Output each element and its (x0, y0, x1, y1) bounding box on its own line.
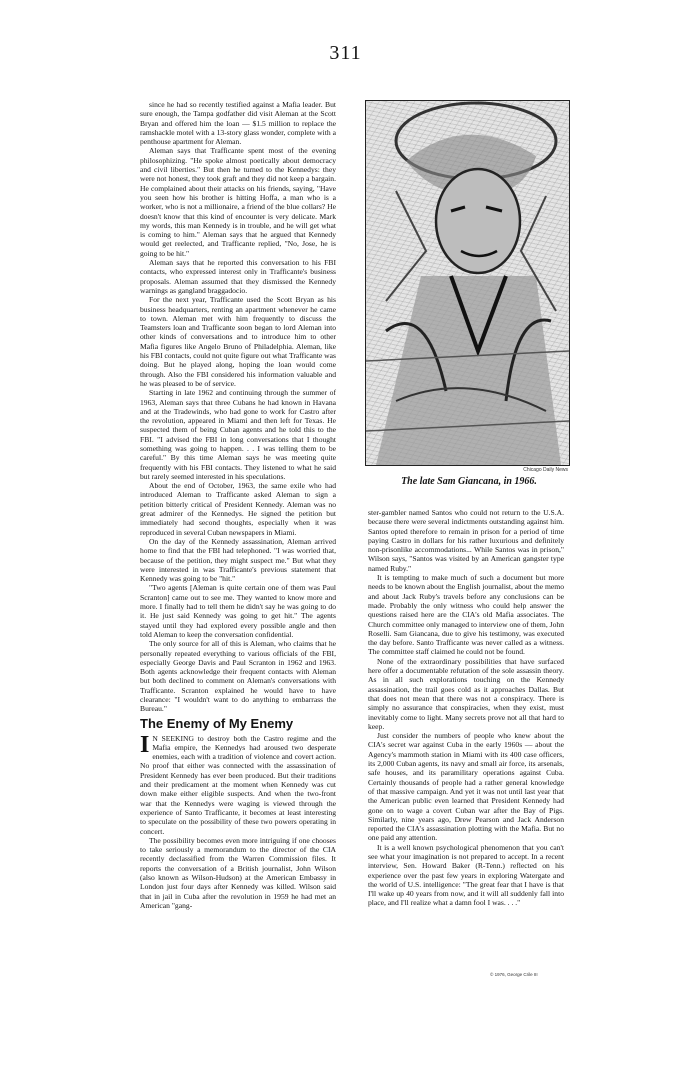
paragraph: The possibility becomes even more intriguing if one chooses to take seriously a memorandum to the director of the CIA recently declassified from the Warren Commission files. It reports the conversation of a British journalist, John Wilson (also known as Wilson-Hudson) at the American Embassy in London just four days after Kennedy was killed. Wilson said that in jail in Cuba after the revolution in 1959 he had met an American "gang- (140, 835, 336, 910)
section-subhead: The Enemy of My Enemy (140, 715, 294, 731)
paragraph: On the day of the Kennedy assassination, Aleman arrived home to find that the FBI had telephoned. "I was worried that, because of the petition, they might suspect me." But what they were interested in was Trafficante's previous statement that Kennedy was going to be "hit." (140, 536, 336, 584)
photo-halftone-image (366, 101, 569, 465)
photo-caption: The late Sam Giancana, in 1966. (401, 476, 537, 487)
paragraph-dropcap (140, 731, 336, 836)
paragraph: "Two agents [Aleman is quite certain one of them was Paul Scranton] came out to see me. They wanted to know more and more. I finally had to tell them he didn't say he was going to do it. He just said Kennedy was going to get hit." The agents stayed until they had explored every possible angle and then told Aleman to keep the conversation confidential. (140, 583, 336, 639)
photo-credit: Chicago Daily News (523, 467, 568, 473)
paragraph-continued: ster-gambler named Santos who could not return to the U.S.A. because there were several indictments outstanding against him. Santos opted therefore to remain in prison for a period of time paying Castro in dollars for his rather luxurious and definitely non-prisonlike accommodations... While Santos was in prison," Wilson says, "Santos was visited by an American gangster type named Ruby." (368, 508, 564, 573)
paragraph: since he had so recently testified against a Mafia leader. But sure enough, the Tampa godfather did visit Aleman at the Scott Bryan and offered him the loan — $1.5 million to replace the ramshackle motel with a 13-story glass wonder, complete with a penthouse apartment for Aleman. (140, 100, 336, 147)
paragraph: About the end of October, 1963, the same exile who had introduced Aleman to Trafficante asked Aleman to sign a petition bitterly critical of President Kennedy. Aleman was no great admirer of the Kennedys. He signed the petition but immediately had second thoughts, especially when it was reproduced in several Cuban newspapers in Miami. (140, 481, 336, 537)
paragraph: None of the extraordinary possibilities that have surfaced here offer a documentable refutation of the sole assassin theory. As in all such explorations touching on the Kennedy assassination, the trail goes cold as it approaches Dallas. But that does not mean that there was not a conspiracy. There is simply no assurance that conspiracies, when they exist, must inevitably come to light. Many secrets prove not all that hard to keep. (368, 656, 564, 731)
page-number: 311 (329, 42, 362, 64)
copyright-notice: © 1976, George Crile III (490, 972, 538, 977)
drop-cap: I (140, 731, 150, 758)
paragraph: Just consider the numbers of people who knew about the CIA's secret war against Cuba in the early 1960s — about the Agency's mammoth station in Miami with its 400 case officers, its 2,000 Cuban agents, its navy and small air force, its arsenals, safe houses, and its paramilitary operations against Cuba. Certainly thousands of people had a rather general knowledge of that massive campaign. And yet it was not until last year that the American public even learned that President Kennedy had gone on to wage a covert Cuban war after the Bay of Pigs. Similarly, nine years ago, Drew Pearson and Jack Anderson reported the CIA's assassination plotting with the Mafia. But no one paid any attention. (368, 731, 564, 843)
paragraph: The only source for all of this is Aleman, who claims that he personally repeated everything to various officials of the FBI, especially George Davis and Paul Scranton in 1962 and 1963. Both agents acknowledge their frequent contacts with Aleman but both declined to comment on Aleman's conversations with Trafficante. Scranton explained he would have to have clearance: "I wouldn't want to do anything to embarrass the Bureau." (140, 639, 336, 714)
paragraph: It is a well known psychological phenomenon that you can't see what your imagination is not prepared to accept. In a recent interview, Sen. Howard Baker (R-Tenn.) reflected on his experience over the past few years in exploring Watergate and the world of U.S. intelligence: "The great fear that I have is that I'll wake up 40 years from now, and it will all suddenly fall into place, and I'll realize what a damn fool I was. . . ." (368, 842, 564, 908)
article-column-right (368, 508, 564, 908)
photo-sam-giancana (365, 100, 570, 466)
paragraph-text: N SEEKING to destroy both the Castro regime and the Mafia empire, the Kennedys had aroused two desperate enemies, each with a tradition of violence and covert action. No proof that either was connected with the assassination of President Kennedy has ever been produced. But their traditions and their predicament at the moment when Kennedy was cut down make either eligible suspects. And when the two-front war that the Kennedys were waging is viewed through the experience of Santo Trafficante, it becomes at least interesting to speculate on the possibility of these two powers operating in concert. (140, 733, 336, 836)
paragraph: Starting in late 1962 and continuing through the summer of 1963, Aleman says that three Cubans he had known in Havana and at the Tradewinds, who had gone to work for Castro after the revolution, appeared in Miami and then left for Texas. He suspected them of being Cuban agents and he told this to the FBI. "I advised the FBI in long conversations that I thought something was going to happen. . . I was telling them to be careful." By this time Aleman says he was meeting quite frequently with his FBI contacts. They listened to what he said but rarely seemed interested in his speculations. (140, 388, 336, 481)
paragraph: For the next year, Trafficante used the Scott Bryan as his business headquarters, renting an apartment whenever he came to town. Aleman met with him frequently to discuss the Teamsters loan and Trafficante soon began to lord Aleman into other kinds of conversations and to introduce him to other Mafia figures like Angelo Bruno of Philadelphia. Aleman, like his FBI contacts, could not quite figure out what Trafficante was doing. But he played along, hoping the loan would come through. Also the FBI considered his information valuable and he was pleased to be of service. (140, 295, 336, 388)
article-column-left (140, 100, 336, 910)
paragraph: It is tempting to make much of such a document but more needs to be known about the English journalist, about the memo and about Jack Ruby's travels before any conclusions can be made. Probably the only witness who could help answer the questions raised here are the CIA's old Mafia associates. The Church committee only managed to interview one of them, John Roselli. Sam Giancana, due to give his testimony, was executed the day before. Santo Trafficante was never called as a witness. The committee staff claimed he could not be found. (368, 573, 564, 657)
paragraph: Aleman says that he reported this conversation to his FBI contacts, who expressed interest only in Trafficante's business proposals. Aleman assumed that they dismissed the Kennedy warnings as gangland braggadocio. (140, 258, 336, 295)
paragraph: Aleman says that Trafficante spent most of the evening philosophizing. "He spoke almost poetically about democracy and civil liberties." But then he turned to the Kennedys: they were not honest, they took graft and they did not keep a bargain. He complained about their attacks on his friends, saying, "Have you seen how his brother is hitting Hoffa, a man who is a worker, who is not a millionaire, a friend of the blue collars? He doesn't know that this kind of encounter is very delicate. Mark my words, this man Kennedy is in trouble, and he will get what is coming to him." Aleman says that he argued that Kennedy would get reelected, and Trafficante replied, "No, Jose, he is going to be hit." (140, 146, 336, 258)
